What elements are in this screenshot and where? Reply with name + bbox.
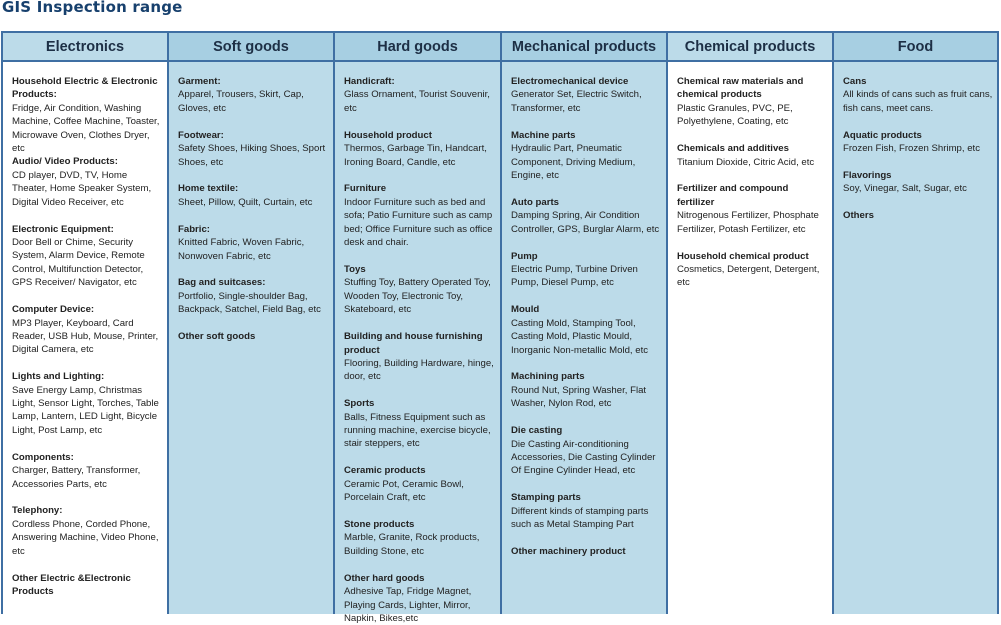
category-title: Other Electric &Electronic Products (12, 572, 131, 597)
category-items: Hydraulic Part, Pneumatic Component, Driving Medium, Engine, etc (511, 143, 636, 181)
category-group (677, 75, 828, 129)
category-group (12, 155, 163, 209)
category-items: Glass Ornament, Tourist Souvenir, etc (344, 89, 490, 114)
category-items: MP3 Player, Keyboard, Card Reader, USB Hub, Mouse, Printer, Digital Camera, etc (12, 317, 159, 356)
category-group (12, 303, 163, 357)
category-title: Other hard goods (344, 572, 425, 584)
category-group (677, 142, 828, 169)
category-items: Different kinds of stamping parts such as Metal Stamping Part (511, 505, 649, 531)
column-body (511, 75, 662, 614)
column-body (344, 75, 496, 624)
category-items: Cosmetics, Detergent, Detergent, etc (677, 263, 820, 289)
column-body (178, 75, 329, 614)
category-items: CD player, DVD, TV, Home Theater, Home Speaker System, Digital Video Receiver, etc (12, 169, 152, 208)
category-title: Cans (843, 76, 867, 87)
category-group (511, 75, 662, 115)
category-items: Thermos, Garbage Tin, Handcart, Ironing Board, Candle, etc (344, 143, 487, 168)
column-electronics (3, 31, 169, 614)
category-title: Chemical raw materials and chemical products (677, 76, 804, 101)
column-header: Food (834, 31, 997, 62)
category-group (344, 518, 496, 558)
category-items: Cordless Phone, Corded Phone, Answering Machine, Video Phone, etc (12, 518, 159, 557)
category-group (178, 129, 329, 169)
category-title: Aquatic products (843, 129, 922, 141)
category-group (511, 303, 662, 357)
column-header: Soft goods (169, 31, 333, 62)
category-items: Door Bell or Chime, Security System, Alarm Device, Remote Control, Multifunction Detector, GPS Receiver/ Navigator, etc (12, 236, 145, 289)
category-items: Charger, Battery, Transformer, Accessories Parts, etc (12, 465, 141, 490)
category-group (511, 196, 662, 236)
category-title: Pump (511, 250, 538, 262)
column-mechanical-products (502, 31, 668, 614)
category-title: Die casting (511, 425, 563, 437)
category-group (344, 75, 496, 115)
category-group (178, 330, 329, 343)
category-title: Machine parts (511, 129, 576, 141)
category-group (511, 424, 662, 478)
category-items: Safety Shoes, Hiking Shoes, Sport Shoes, etc (178, 143, 326, 168)
category-title: Household chemical product (677, 250, 809, 262)
category-items: Balls, Fitness Equipment such as running machine, exercise bicycle, stair steppers, etc (344, 411, 491, 450)
category-group (344, 182, 496, 249)
category-title: Components: (12, 451, 74, 463)
category-items: Casting Mold, Stamping Tool, Casting Mold, Plastic Mould, Inorganic Non-metallic Mold, etc (511, 317, 649, 356)
category-items: Electric Pump, Turbine Driven Pump, Diesel Pump, etc (511, 263, 638, 289)
category-title: Garment: (178, 76, 221, 87)
category-group (843, 75, 993, 115)
column-chemical-products (668, 31, 834, 614)
category-group (178, 223, 329, 263)
inspection-range-table (1, 31, 1001, 624)
category-group (511, 370, 662, 410)
category-items: Marble, Granite, Rock products, Building Stone, etc (344, 532, 480, 557)
category-title: Chemicals and additives (677, 143, 789, 155)
category-items: Frozen Fish, Frozen Shrimp, etc (843, 143, 981, 155)
category-group (843, 209, 993, 222)
category-title: Handicraft: (344, 76, 395, 87)
category-title: Furniture (344, 183, 387, 195)
category-title: Machining parts (511, 371, 585, 383)
category-items: Portfolio, Single-shoulder Bag, Backpack, Satchel, Field Bag, etc (178, 290, 321, 316)
category-items: Damping Spring, Air Condition Controller, GPS, Burglar Alarm, etc (511, 210, 660, 235)
column-soft-goods (169, 31, 335, 614)
category-group (12, 572, 163, 599)
category-title: Fertilizer and compound fertilizer (677, 183, 789, 208)
category-title: Flavorings (843, 170, 892, 182)
category-items: Plastic Granules, PVC, PE, Polyethylene, Coating, etc (677, 102, 793, 128)
category-title: Home textile: (178, 183, 239, 195)
category-title: Audio/ Video Products: (12, 156, 118, 168)
column-header: Electronics (3, 31, 167, 62)
category-group (12, 504, 163, 558)
category-title: Bag and suitcases: (178, 277, 266, 289)
category-group (12, 223, 163, 290)
category-items: Soy, Vinegar, Salt, Sugar, etc (843, 183, 967, 195)
category-group (843, 169, 993, 196)
category-group (12, 370, 163, 437)
column-header: Mechanical products (502, 31, 666, 62)
page-title: GIS Inspection range (2, 0, 183, 16)
category-title: Toys (344, 263, 366, 275)
category-title: Other machinery product (511, 545, 626, 557)
category-items: Adhesive Tap, Fridge Magnet, Playing Cards, Lighter, Mirror, Napkin, Bikes,etc (344, 586, 472, 624)
category-group (344, 129, 496, 169)
category-group (511, 129, 662, 183)
category-title: Household Electric & Electronic Products: (12, 76, 158, 101)
category-title: Auto parts (511, 196, 559, 208)
column-food (834, 31, 999, 614)
category-group (511, 250, 662, 290)
category-items: Stuffing Toy, Battery Operated Toy, Wooden Toy, Electronic Toy, Skateboard, etc (344, 277, 491, 316)
category-group (344, 572, 496, 625)
category-items: All kinds of cans such as fruit cans, fish cans, meet cans. (843, 89, 993, 114)
category-group (677, 250, 828, 290)
category-items: Save Energy Lamp, Christmas Light, Sensor Light, Torches, Table Lamp, Lantern, LED Light, Bicycle Light, Post Lamp, etc (12, 384, 159, 436)
category-items: Sheet, Pillow, Quilt, Curtain, etc (178, 196, 313, 208)
category-title: Stone products (344, 519, 415, 531)
category-title: Lights and Lighting: (12, 371, 105, 383)
category-group (12, 75, 163, 155)
category-items: Generator Set, Electric Switch, Transformer, etc (511, 89, 642, 114)
column-body (843, 75, 993, 614)
category-title: Other soft goods (178, 331, 256, 343)
column-body (12, 75, 163, 614)
category-group (178, 182, 329, 209)
category-group (843, 129, 993, 156)
category-items: Round Nut, Spring Washer, Flat Washer, Nylon Rod, etc (511, 384, 647, 410)
category-title: Footwear: (178, 129, 224, 141)
category-group (344, 464, 496, 504)
category-title: Household product (344, 129, 432, 141)
category-group (178, 75, 329, 115)
category-items: Nitrogenous Fertilizer, Phosphate Fertilizer, Potash Fertilizer, etc (677, 210, 819, 235)
category-title: Computer Device: (12, 304, 95, 316)
category-title: Telephony: (12, 505, 63, 517)
category-group (344, 330, 496, 384)
category-title: Building and house furnishing product (344, 331, 483, 356)
category-title: Ceramic products (344, 465, 426, 477)
category-group (511, 491, 662, 531)
category-items: Ceramic Pot, Ceramic Bowl, Porcelain Craft, etc (344, 478, 464, 504)
category-group (178, 276, 329, 316)
category-title: Stamping parts (511, 492, 581, 504)
category-items: Titanium Dioxide, Citric Acid, etc (677, 156, 815, 168)
category-title: Others (843, 210, 874, 222)
category-group (677, 182, 828, 236)
column-header: Hard goods (335, 31, 500, 62)
category-group (344, 263, 496, 317)
column-header: Chemical products (668, 31, 832, 62)
category-group (12, 451, 163, 491)
category-title: Electromechanical device (511, 76, 629, 87)
category-title: Mould (511, 304, 540, 316)
category-items: Apparel, Trousers, Skirt, Cap, Gloves, etc (178, 89, 304, 114)
column-body (677, 75, 828, 614)
category-items: Fridge, Air Condition, Washing Machine, Coffee Machine, Toaster, Microwave Oven, Clothes Dryer, etc (12, 102, 160, 155)
category-group (511, 545, 662, 558)
category-items: Indoor Furniture such as bed and sofa; Patio Furniture such as camp bed; Office Furniture such as office desk and chair. (344, 196, 493, 249)
column-hard-goods (335, 31, 502, 624)
category-group (344, 397, 496, 451)
category-title: Electronic Equipment: (12, 223, 114, 235)
category-items: Knitted Fabric, Woven Fabric, Nonwoven Fabric, etc (178, 237, 305, 262)
category-items: Die Casting Air-conditioning Accessories, Die Casting Cylinder Of Engine Cylinder Head, etc (511, 438, 656, 477)
category-title: Fabric: (178, 223, 210, 235)
category-title: Sports (344, 398, 375, 410)
category-items: Flooring, Building Hardware, hinge, door, etc (344, 357, 494, 383)
